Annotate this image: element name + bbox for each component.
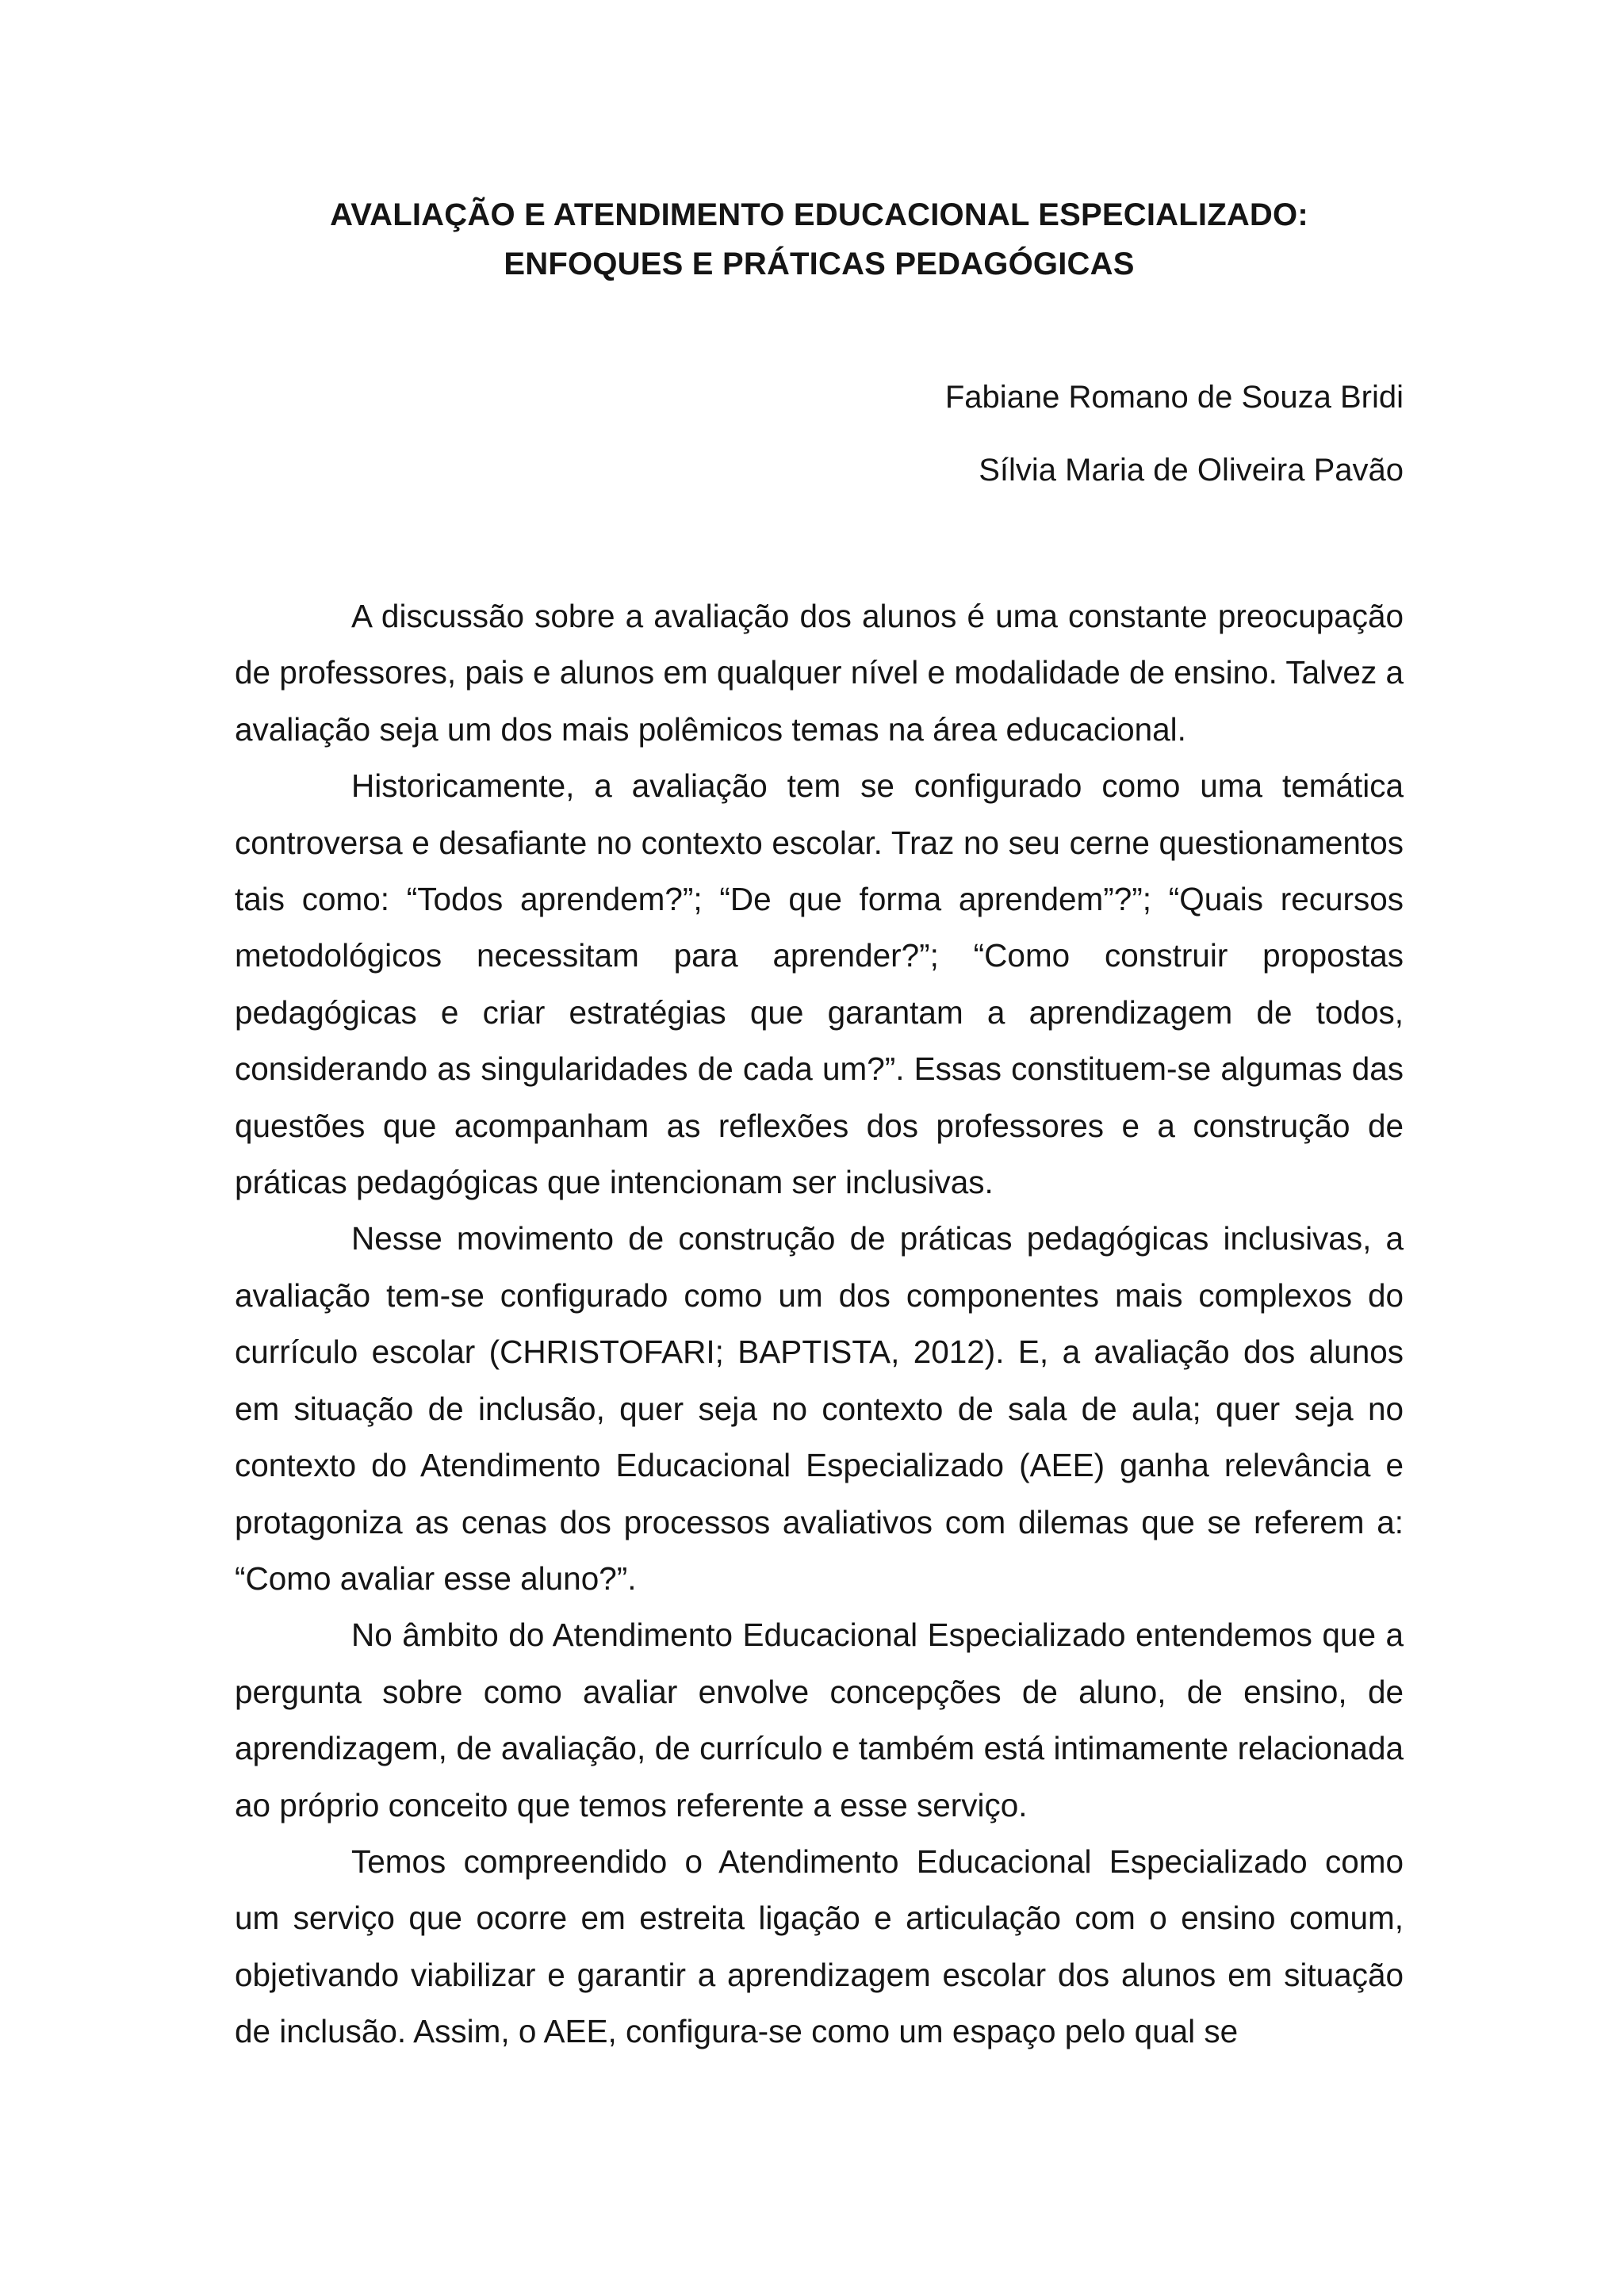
title-line-1: AVALIAÇÃO E ATENDIMENTO EDUCACIONAL ESPECIALIZADO: — [330, 197, 1308, 232]
author-list — [945, 377, 1404, 522]
paragraph: Nesse movimento de construção de práticas pedagógicas inclusivas, a avaliação tem-se configurado como um dos componentes mais complexos do currículo escolar (CHRISTOFARI; BAPTISTA, 2012). E, a avaliação dos alunos em situação de inclusão, quer seja no contexto de sala de aula; quer seja no contexto do Atendimento Educacional Especializado (AEE) ganha relevância e protagoniza as cenas dos processos avaliativos com dilemas que se referem a: “Como avaliar esse aluno?”. — [235, 1220, 1404, 1597]
author-name: Sílvia Maria de Oliveira Pavão — [979, 453, 1404, 488]
paragraph: No âmbito do Atendimento Educacional Especializado entendemos que a pergunta sobre como avaliar envolve concepções de aluno, de ensino, de aprendizagem, de avaliação, de currículo e também está intimamente relacionada ao próprio conceito que temos referente a esse serviço. — [235, 1617, 1404, 1823]
document-body — [235, 588, 1404, 2061]
paragraph: Historicamente, a avaliação tem se configurado como uma temática controversa e desafiante no contexto escolar. Traz no seu cerne questionamentos tais como: “Todos aprendem?”; “De que forma aprendem”?”; “Quais recursos metodológicos necessitam para aprender?”; “Como construir propostas pedagógicas e criar estratégias que garantam a aprendizagem de todos, considerando as singularidades de cada um?”. Essas constituem-se algumas das questões que acompanham as reflexões dos professores e a construção de práticas pedagógicas que intencionam ser inclusivas. — [235, 767, 1404, 1201]
paragraph: Temos compreendido o Atendimento Educacional Especializado como um serviço que ocorre em estreita ligação e articulação com o ensino comum, objetivando viabilizar e garantir a aprendizagem escolar dos alunos em situação de inclusão. Assim, o AEE, configura-se como um espaço pelo qual se — [235, 1843, 1404, 2050]
document-title — [235, 190, 1404, 289]
paragraph: A discussão sobre a avaliação dos alunos é uma constante preocupação de professores, pais e alunos em qualquer nível e modalidade de ensino. Talvez a avaliação seja um dos mais polêmicos temas na área educacional. — [235, 598, 1404, 748]
author-name: Fabiane Romano de Souza Bridi — [944, 380, 1404, 415]
title-line-2: ENFOQUES E PRÁTICAS PEDAGÓGICAS — [504, 247, 1135, 281]
